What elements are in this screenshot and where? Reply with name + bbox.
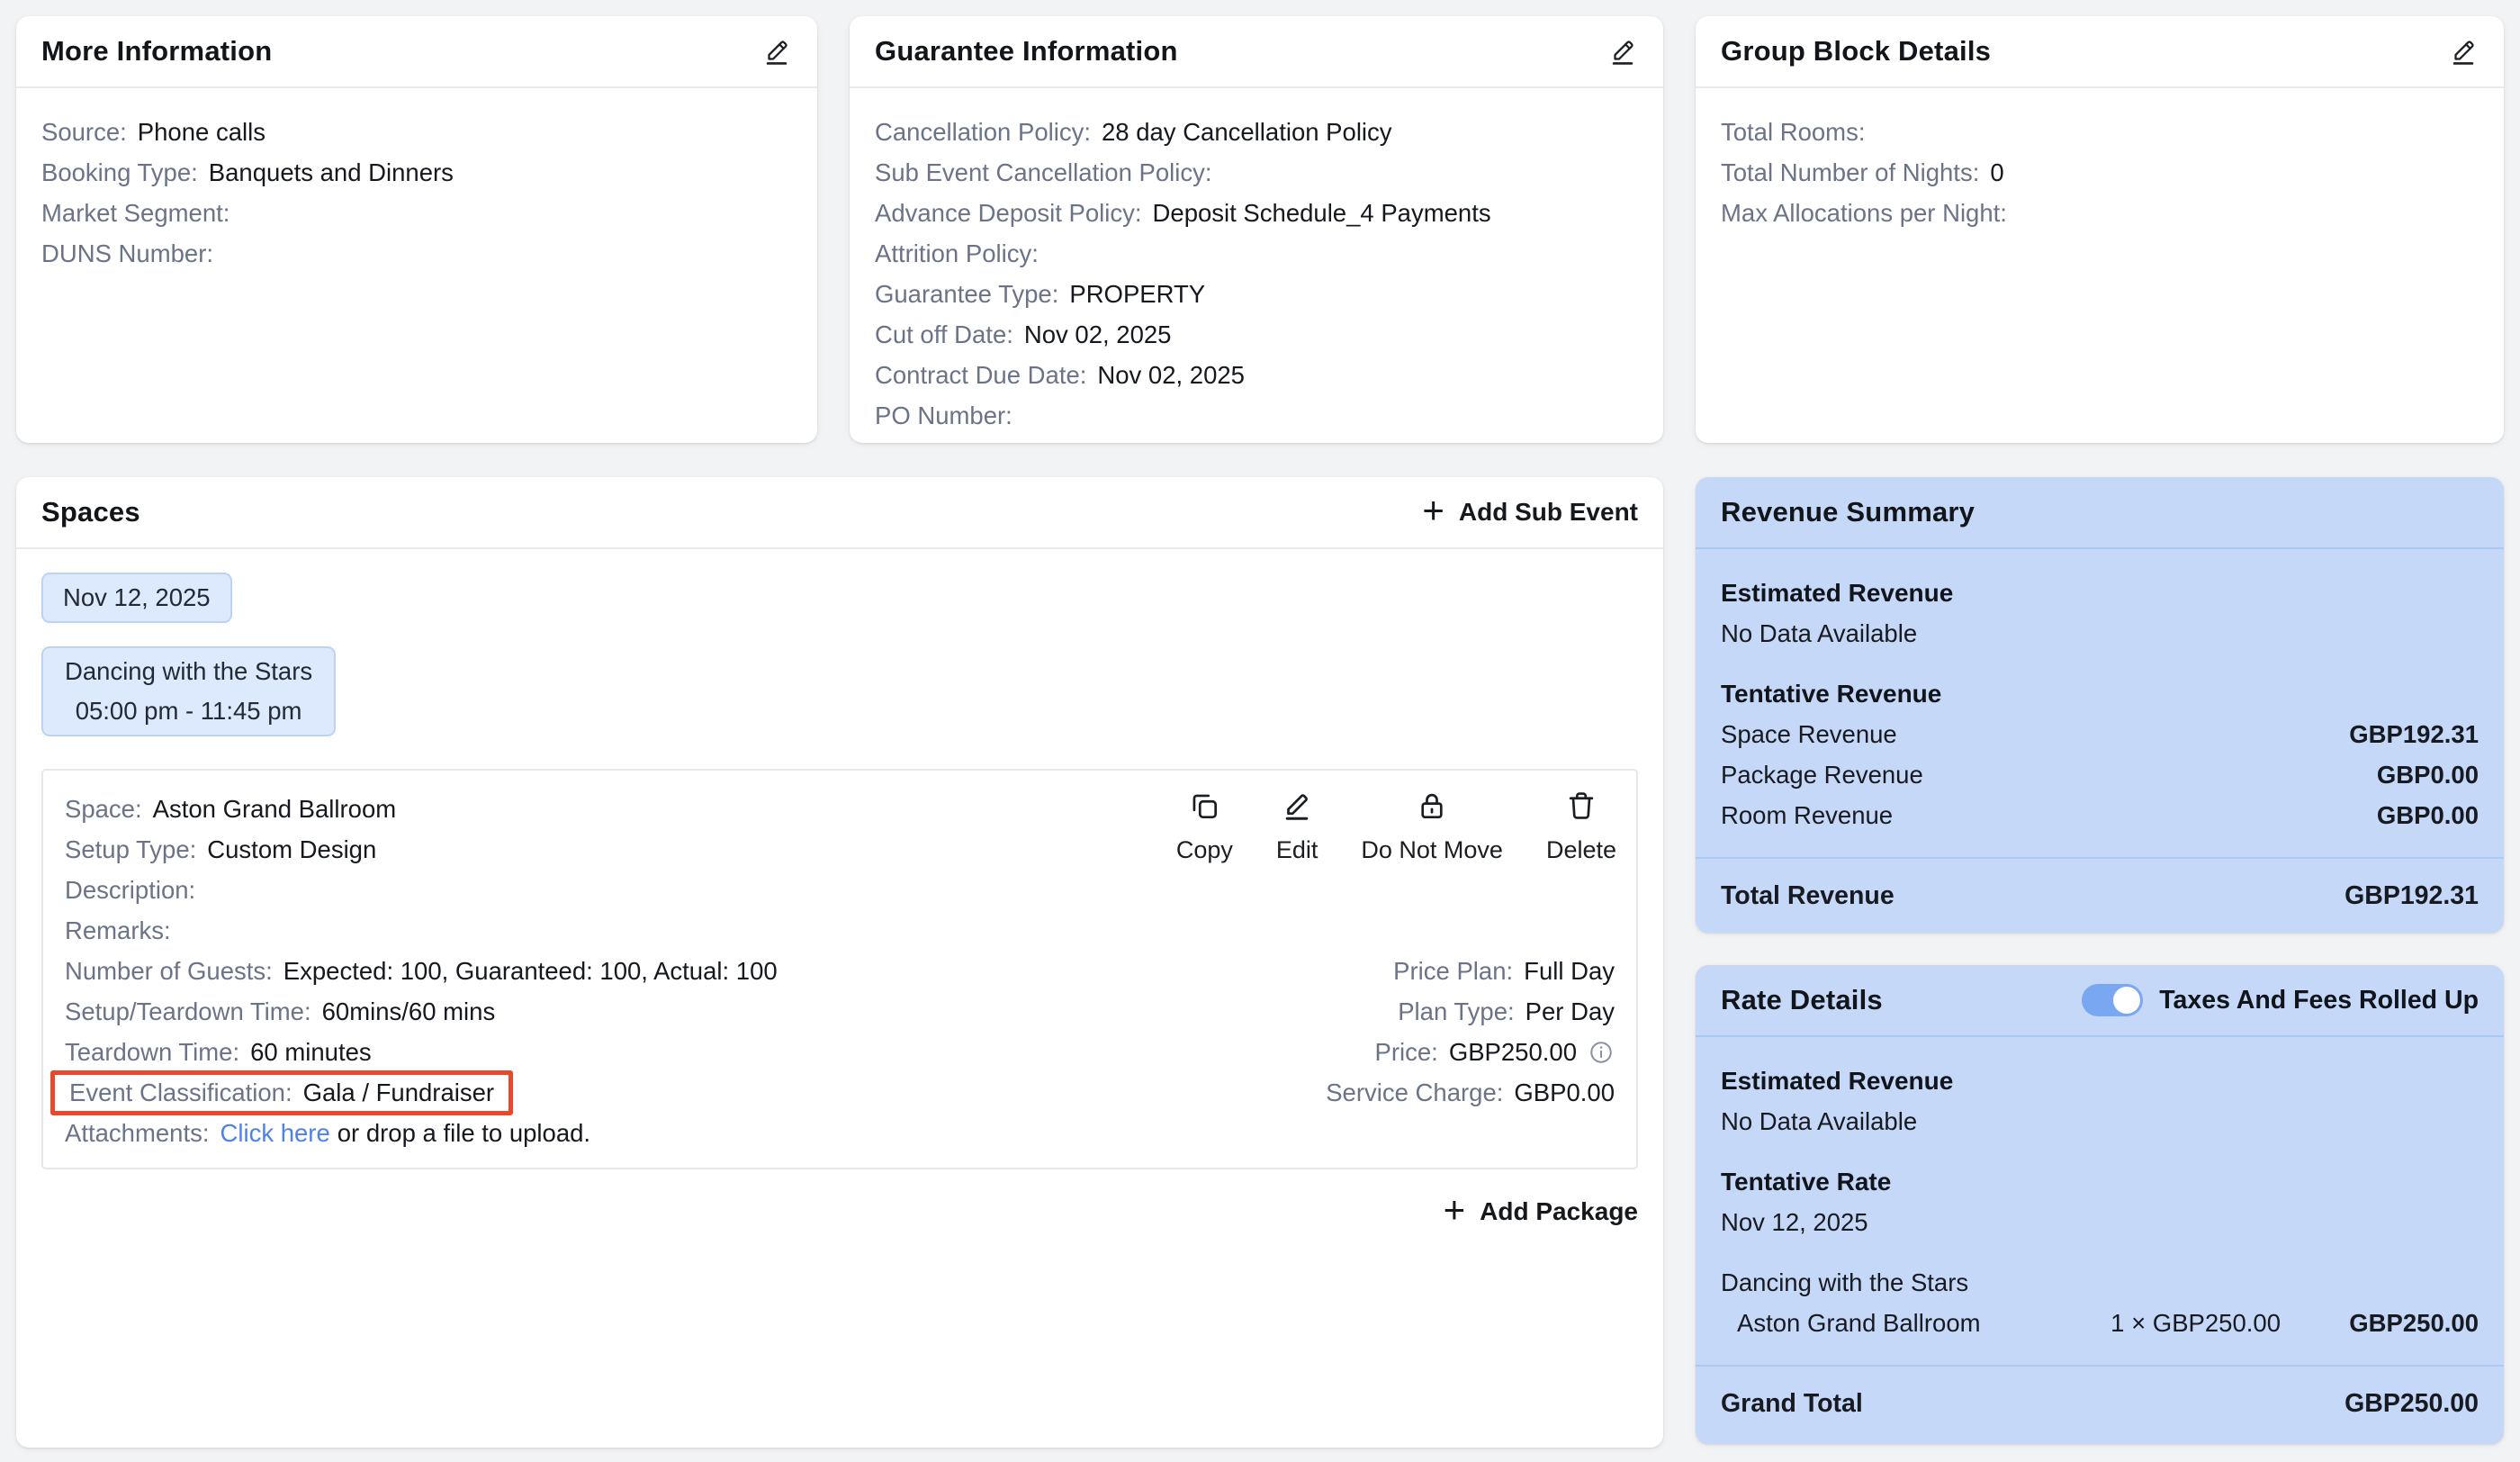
space-detail-box	[41, 769, 1638, 1169]
field-row	[875, 314, 1638, 355]
pricing-column	[1326, 951, 1615, 1113]
spaces-card	[16, 477, 1663, 1448]
field-label: Setup/Teardown Time:	[65, 997, 311, 1025]
card-header	[16, 477, 1663, 549]
field-value: Banquets and Dinners	[208, 158, 454, 186]
field-label: Cut off Date:	[875, 320, 1013, 348]
card-header	[850, 16, 1663, 88]
revenue-row	[1721, 795, 2479, 835]
field-value: PROPERTY	[1069, 279, 1206, 308]
line-item-name: Aston Grand Ballroom	[1737, 1308, 1981, 1337]
group-block-details-card	[1696, 16, 2504, 443]
info-icon[interactable]	[1588, 1039, 1615, 1066]
add-sub-event-button[interactable]	[1422, 489, 1638, 531]
field-label: Teardown Time:	[65, 1037, 240, 1066]
field-row	[875, 355, 1638, 395]
grand-total-row	[1696, 1367, 2504, 1440]
edit-icon[interactable]	[2448, 36, 2479, 67]
field-label: DUNS Number:	[41, 239, 214, 267]
field-row	[41, 193, 792, 233]
event-classification-highlight	[50, 1070, 513, 1115]
trash-icon	[1564, 789, 1598, 829]
field-value: Phone calls	[137, 117, 266, 146]
field-label: Attrition Policy:	[875, 239, 1039, 267]
field-label: Attachments:	[65, 1118, 210, 1147]
action-label: Edit	[1275, 836, 1318, 863]
copy-icon	[1187, 789, 1221, 829]
rate-line-item	[1721, 1303, 2479, 1343]
field-label: Market Segment:	[41, 198, 230, 227]
revenue-amount: GBP0.00	[2376, 800, 2479, 829]
edit-icon	[1280, 789, 1314, 829]
edit-icon[interactable]	[1607, 36, 1638, 67]
field-row	[875, 193, 1638, 233]
field-value: Nov 02, 2025	[1023, 320, 1172, 348]
field-label: Guarantee Type:	[875, 279, 1059, 308]
no-data-text: No Data Available	[1721, 618, 1918, 647]
field-value: Expected: 100, Guaranteed: 100, Actual: 100	[283, 956, 778, 985]
field-label: Total Rooms:	[1721, 117, 1866, 146]
field-value: 0	[1990, 158, 2004, 186]
field-row	[875, 274, 1638, 314]
revenue-row	[1721, 754, 2479, 795]
card-title: More Information	[41, 35, 273, 67]
field-row	[875, 152, 1638, 193]
delete-button[interactable]	[1546, 789, 1616, 864]
action-label: Delete	[1545, 836, 1616, 863]
field-value: 28 day Cancellation Policy	[1101, 117, 1392, 146]
field-label: Setup Type:	[65, 835, 197, 863]
field-label: Service Charge:	[1326, 1078, 1504, 1106]
rate-date: Nov 12, 2025	[1721, 1207, 1868, 1236]
card-title: Guarantee Information	[875, 35, 1178, 67]
card-header	[1696, 477, 2504, 549]
add-package-label: Add Package	[1480, 1196, 1638, 1225]
field-label: PO Number:	[875, 401, 1012, 429]
card-title: Revenue Summary	[1721, 496, 1976, 528]
action-label: Copy	[1175, 836, 1233, 863]
revenue-amount: GBP0.00	[2376, 760, 2479, 789]
field-row	[1721, 152, 2479, 193]
field-label: Booking Type:	[41, 158, 198, 186]
add-package-button[interactable]	[1443, 1187, 1638, 1231]
field-label: Price:	[1374, 1037, 1438, 1066]
field-value: 60mins/60 mins	[321, 997, 496, 1025]
field-row	[1326, 1072, 1615, 1113]
edit-button[interactable]	[1276, 789, 1318, 864]
field-label: Event Classification:	[69, 1078, 292, 1106]
space-actions	[1176, 789, 1616, 864]
field-value: Full Day	[1524, 956, 1615, 985]
toggle-knob	[2113, 987, 2140, 1014]
action-label: Do Not Move	[1361, 836, 1503, 863]
taxes-toggle-group	[2082, 984, 2479, 1016]
guarantee-information-card	[850, 16, 1663, 443]
field-label: Contract Due Date:	[875, 360, 1087, 389]
card-header	[1696, 965, 2504, 1037]
tentative-rate-heading: Tentative Rate	[1721, 1167, 1892, 1196]
price-row	[1326, 1032, 1615, 1072]
add-sub-event-label: Add Sub Event	[1458, 498, 1638, 526]
event-chip-name: Dancing with the Stars	[65, 657, 313, 685]
field-value: Gala / Fundraiser	[302, 1078, 495, 1106]
field-row	[41, 112, 792, 152]
lock-icon	[1415, 789, 1449, 829]
event-chip-time: 05:00 pm - 11:45 pm	[75, 697, 302, 725]
field-value: GBP0.00	[1514, 1078, 1615, 1106]
field-value: Per Day	[1525, 997, 1615, 1025]
field-value: Deposit Schedule_4 Payments	[1152, 198, 1491, 227]
revenue-label: Room Revenue	[1721, 800, 1894, 829]
card-title: Group Block Details	[1721, 35, 1992, 67]
field-label: Price Plan:	[1393, 956, 1514, 985]
estimated-revenue-heading: Estimated Revenue	[1721, 578, 1954, 607]
field-row	[65, 870, 1615, 910]
field-row	[41, 233, 792, 274]
card-header	[16, 16, 817, 88]
card-header	[1696, 16, 2504, 88]
total-amount: GBP250.00	[2344, 1388, 2479, 1418]
copy-button[interactable]	[1176, 789, 1233, 864]
field-value: Nov 02, 2025	[1097, 360, 1245, 389]
field-label: Space:	[65, 794, 142, 823]
attachments-hint: or drop a file to upload.	[337, 1118, 591, 1147]
plus-icon: +	[1422, 489, 1444, 531]
edit-icon[interactable]	[761, 36, 792, 67]
field-row	[875, 395, 1638, 436]
field-label: Remarks:	[65, 916, 171, 944]
revenue-summary-card	[1696, 477, 2504, 933]
revenue-label: Package Revenue	[1721, 760, 1923, 789]
line-item-qty: 1 × GBP250.00	[2110, 1308, 2281, 1337]
total-revenue-row	[1696, 859, 2504, 933]
field-row	[875, 233, 1638, 274]
event-chip[interactable]	[41, 646, 336, 736]
revenue-amount: GBP192.31	[2349, 719, 2479, 748]
field-label: Advance Deposit Policy:	[875, 198, 1142, 227]
field-label: Description:	[65, 875, 196, 904]
field-row	[1721, 112, 2479, 152]
field-row	[41, 152, 792, 193]
field-row	[1721, 193, 2479, 233]
revenue-row	[1721, 714, 2479, 754]
total-label: Total Revenue	[1721, 880, 1894, 910]
plus-icon: +	[1443, 1187, 1466, 1231]
rate-event-name: Dancing with the Stars	[1721, 1268, 1969, 1296]
estimated-revenue-heading: Estimated Revenue	[1721, 1066, 1954, 1095]
field-value: Custom Design	[207, 835, 377, 863]
field-label: Total Number of Nights:	[1721, 158, 1980, 186]
field-label: Source:	[41, 117, 127, 146]
field-row	[875, 112, 1638, 152]
field-label: Number of Guests:	[65, 956, 273, 985]
no-data-text: No Data Available	[1721, 1106, 1918, 1135]
field-value: 60 minutes	[250, 1037, 372, 1066]
field-row	[1326, 951, 1615, 991]
field-label: Max Allocations per Night:	[1721, 198, 2007, 227]
rate-details-card	[1696, 965, 2504, 1444]
field-label: Sub Event Cancellation Policy:	[875, 158, 1212, 186]
taxes-toggle-label: Taxes And Fees Rolled Up	[2159, 985, 2479, 1015]
do-not-move-button[interactable]	[1361, 789, 1503, 864]
field-value: GBP250.00	[1448, 1037, 1577, 1066]
taxes-toggle[interactable]	[2082, 984, 2143, 1016]
total-amount: GBP192.31	[2344, 880, 2479, 910]
total-label: Grand Total	[1721, 1388, 1863, 1418]
field-label: Plan Type:	[1398, 997, 1515, 1025]
date-chip[interactable]: Nov 12, 2025	[41, 573, 232, 623]
field-label: Cancellation Policy:	[875, 117, 1091, 146]
tentative-revenue-heading: Tentative Revenue	[1721, 679, 1942, 708]
field-value: Aston Grand Ballroom	[152, 794, 397, 823]
attachments-upload-link[interactable]: Click here	[220, 1118, 330, 1147]
attachments-row	[65, 1113, 1615, 1153]
field-row	[1326, 991, 1615, 1032]
field-row	[65, 910, 1615, 951]
line-item-amount: GBP250.00	[2349, 1308, 2479, 1337]
card-title: Rate Details	[1721, 984, 1883, 1015]
revenue-label: Space Revenue	[1721, 719, 1897, 748]
card-title: Spaces	[41, 496, 140, 528]
more-information-card	[16, 16, 817, 443]
